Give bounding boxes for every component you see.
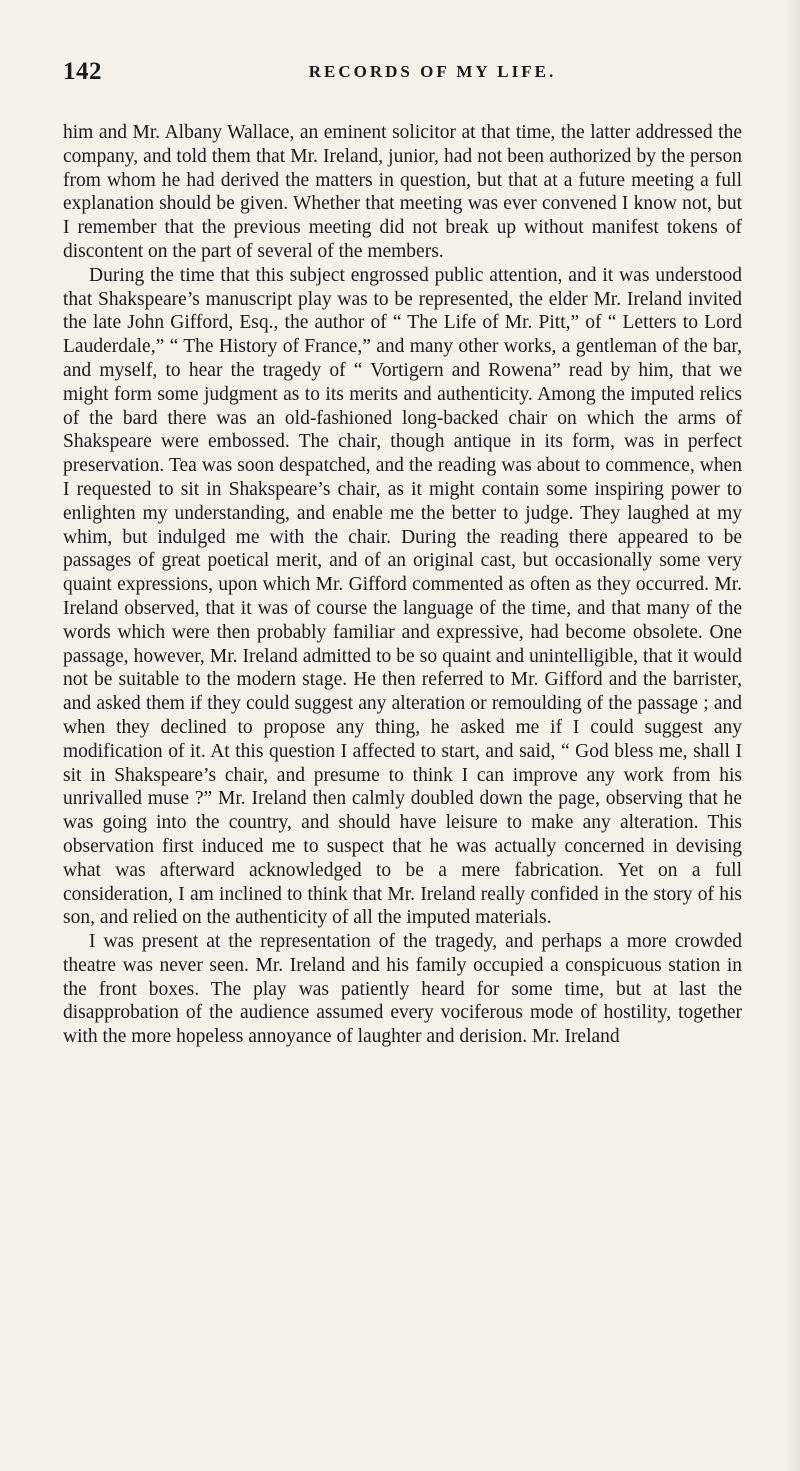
- paragraph-representation: I was present at the representation of the tragedy, and perhaps a more crowded theatre was never seen. Mr. Ireland and his family occupied a conspicuous station in the front boxes. The play was patiently heard for some time, but at last the disapprobation of the audience assumed every vociferous mode of hostility, together with the more hopeless annoyance of laughter and derision. Mr. Ireland: [63, 931, 742, 1048]
- body-text: [63, 121, 742, 1049]
- page-number: 142: [63, 58, 102, 85]
- page-edge-shadow: [784, 0, 800, 1471]
- running-head: RECORDS OF MY LIFE.: [308, 62, 557, 81]
- paragraph-continued: him and Mr. Albany Wallace, an eminent solicitor at that time, the latter addressed the company, and told them that Mr. Ireland, junior, had not been authorized by the person from whom he had derived the matters in question, but that at a future meeting a full explanation should be given. Whether that meeting was ever convened I know not, but I remember that the previous meeting did not break up without manifest tokens of discontent on the part of several of the members.: [63, 122, 742, 262]
- paragraph-shakspeare-chair: During the time that this subject engrossed public attention, and it was understood that Shakspeare’s manuscript play was to be represented, the elder Mr. Ireland invited the late John Gifford, Esq., the author of “ The Life of Mr. Pitt,” of “ Letters to Lord Lauderdale,” “ The History of France,” and many other works, a gentleman of the bar, and myself, to hear the tragedy of “ Vortigern and Rowena” read by him, that we might form some judgment as to its merits and authenticity. Among the imputed relics of the bard there was an old-fashioned long-backed chair on which the arms of Shakspeare were embossed. The chair, though antique in its form, was in perfect preservation. Tea was soon despatched, and the reading was about to commence, when I requested to sit in Shakspeare’s chair, as it might contain some inspiring power to enlighten my understanding, and enable me the better to judge. They laughed at my whim, but indulged me with the chair. During the reading there appeared to be passages of great poetical merit, and of an original cast, but occasionally some very quaint expressions, upon which Mr. Gifford commented as often as they occurred. Mr. Ireland observed, that it was of course the language of the time, and that many of the words which were then probably familiar and expressive, had become obsolete. One passage, however, Mr. Ireland admitted to be so quaint and unintelligible, that it would not be suitable to the modern stage. He then referred to Mr. Gifford and the barrister, and asked them if they could suggest any alteration or remoulding of the passage ; and when they declined to propose any thing, he asked me if I could suggest any modification of it. At this question I affected to start, and said, “ God bless me, shall I sit in Shakspeare’s chair, and presume to think I can improve any work from his unrivalled muse ?” Mr. Ireland then calmly doubled down the page, observing that he was going into the country, and should have leisure to make any alteration. This observation first induced me to suspect that he was actually concerned in devising what was afterward acknowledged to be a mere fabrication. Yet on a full consideration, I am inclined to think that Mr. Ireland really confided in the story of his son, and relied on the authenticity of all the imputed materials.: [63, 264, 742, 929]
- page-header: [63, 58, 742, 98]
